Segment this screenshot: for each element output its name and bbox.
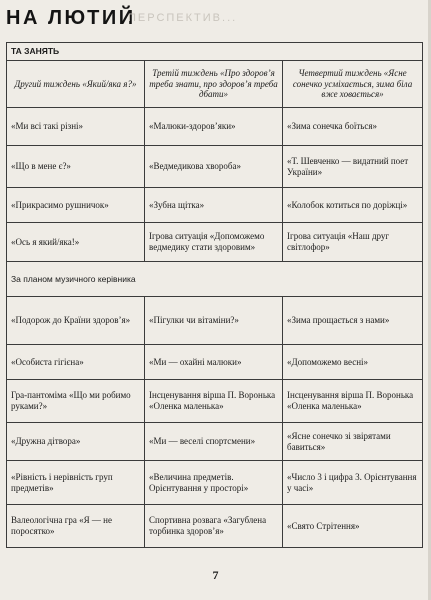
table-cell: Інсценування вірша П. Воронька «Оленка маленька» <box>283 380 423 423</box>
table-cell: «Колобок котиться по доріжці» <box>283 188 423 223</box>
table-cell: «Свято Стрітення» <box>283 505 423 548</box>
table-cell: Ігрова ситуація «Допоможемо ведмедику стати здоровим» <box>145 223 283 262</box>
activities-table <box>6 42 423 548</box>
table-cell: «Малюки-здоров’яки» <box>145 108 283 146</box>
table-row <box>7 188 423 223</box>
table-cell: Гра-пантоміма «Що ми робимо руками?» <box>7 380 145 423</box>
table-cell: «Т. Шевченко — видатний поет України» <box>283 146 423 188</box>
table-sub-section: За планом музичного керівника <box>7 262 423 297</box>
table-row <box>7 380 423 423</box>
table-cell: «Подорож до Країни здоров’я» <box>7 297 145 345</box>
table-row <box>7 423 423 461</box>
table-cell: «Зима прощається з нами» <box>283 297 423 345</box>
table-cell: «Ми — веселі спортсмени» <box>145 423 283 461</box>
table-cell: «Ми — охайні малюки» <box>145 345 283 380</box>
table-cell: Спортивна розвага «Загублена торбинка здоров’я» <box>145 505 283 548</box>
table-row <box>7 108 423 146</box>
table-cell: «Особиста гігієна» <box>7 345 145 380</box>
table-row <box>7 505 423 548</box>
table-cell: «Дружна дітвора» <box>7 423 145 461</box>
table-cell: «Що в мене є?» <box>7 146 145 188</box>
page-heading: НА ЛЮТИЙ <box>6 7 136 29</box>
table-cell: Ігрова ситуація «Наш друг світлофор» <box>283 223 423 262</box>
table-cell: «Ми всі такі різні» <box>7 108 145 146</box>
table-cell: «Число 3 і цифра 3. Орієнтування у часі» <box>283 461 423 505</box>
table-row <box>7 297 423 345</box>
table-cell: «Пігулки чи вітаміни?» <box>145 297 283 345</box>
faint-bleed-through-text: ПЕРСПЕКТИВ... <box>128 12 238 24</box>
table-cell: «Рівність і нерівність груп предметів» <box>7 461 145 505</box>
table-cell: «Ось я який/яка!» <box>7 223 145 262</box>
table-row <box>7 223 423 262</box>
table-cell: «Величина предметів. Орієнтування у просторі» <box>145 461 283 505</box>
table-cell: «Допоможемо весні» <box>283 345 423 380</box>
table-row <box>7 461 423 505</box>
table-cell: «Ведмедикова хвороба» <box>145 146 283 188</box>
column-header-week-2: Другий тиждень «Який/яка я?» <box>7 61 145 108</box>
column-header-week-3: Третій тиждень «Про здоров’я треба знати, про здоров’я треба дбати» <box>145 61 283 108</box>
column-header-week-4: Четвертий тиждень «Ясне сонечко усміхається, зима біла вже ховається» <box>283 61 423 108</box>
table-row <box>7 345 423 380</box>
table-row <box>7 146 423 188</box>
table-cell: «Ясне сонечко зі звірятами бавиться» <box>283 423 423 461</box>
table-cell: «Прикрасимо рушничок» <box>7 188 145 223</box>
table-section-title: ТА ЗАНЯТЬ <box>7 43 423 61</box>
table-cell: Інсценування вірша П. Воронька «Оленка маленька» <box>145 380 283 423</box>
page-number: 7 <box>212 568 219 582</box>
table-cell: Валеологічна гра «Я — не поросятко» <box>7 505 145 548</box>
table-cell: «Зима сонечка боїться» <box>283 108 423 146</box>
table-cell: «Зубна щітка» <box>145 188 283 223</box>
